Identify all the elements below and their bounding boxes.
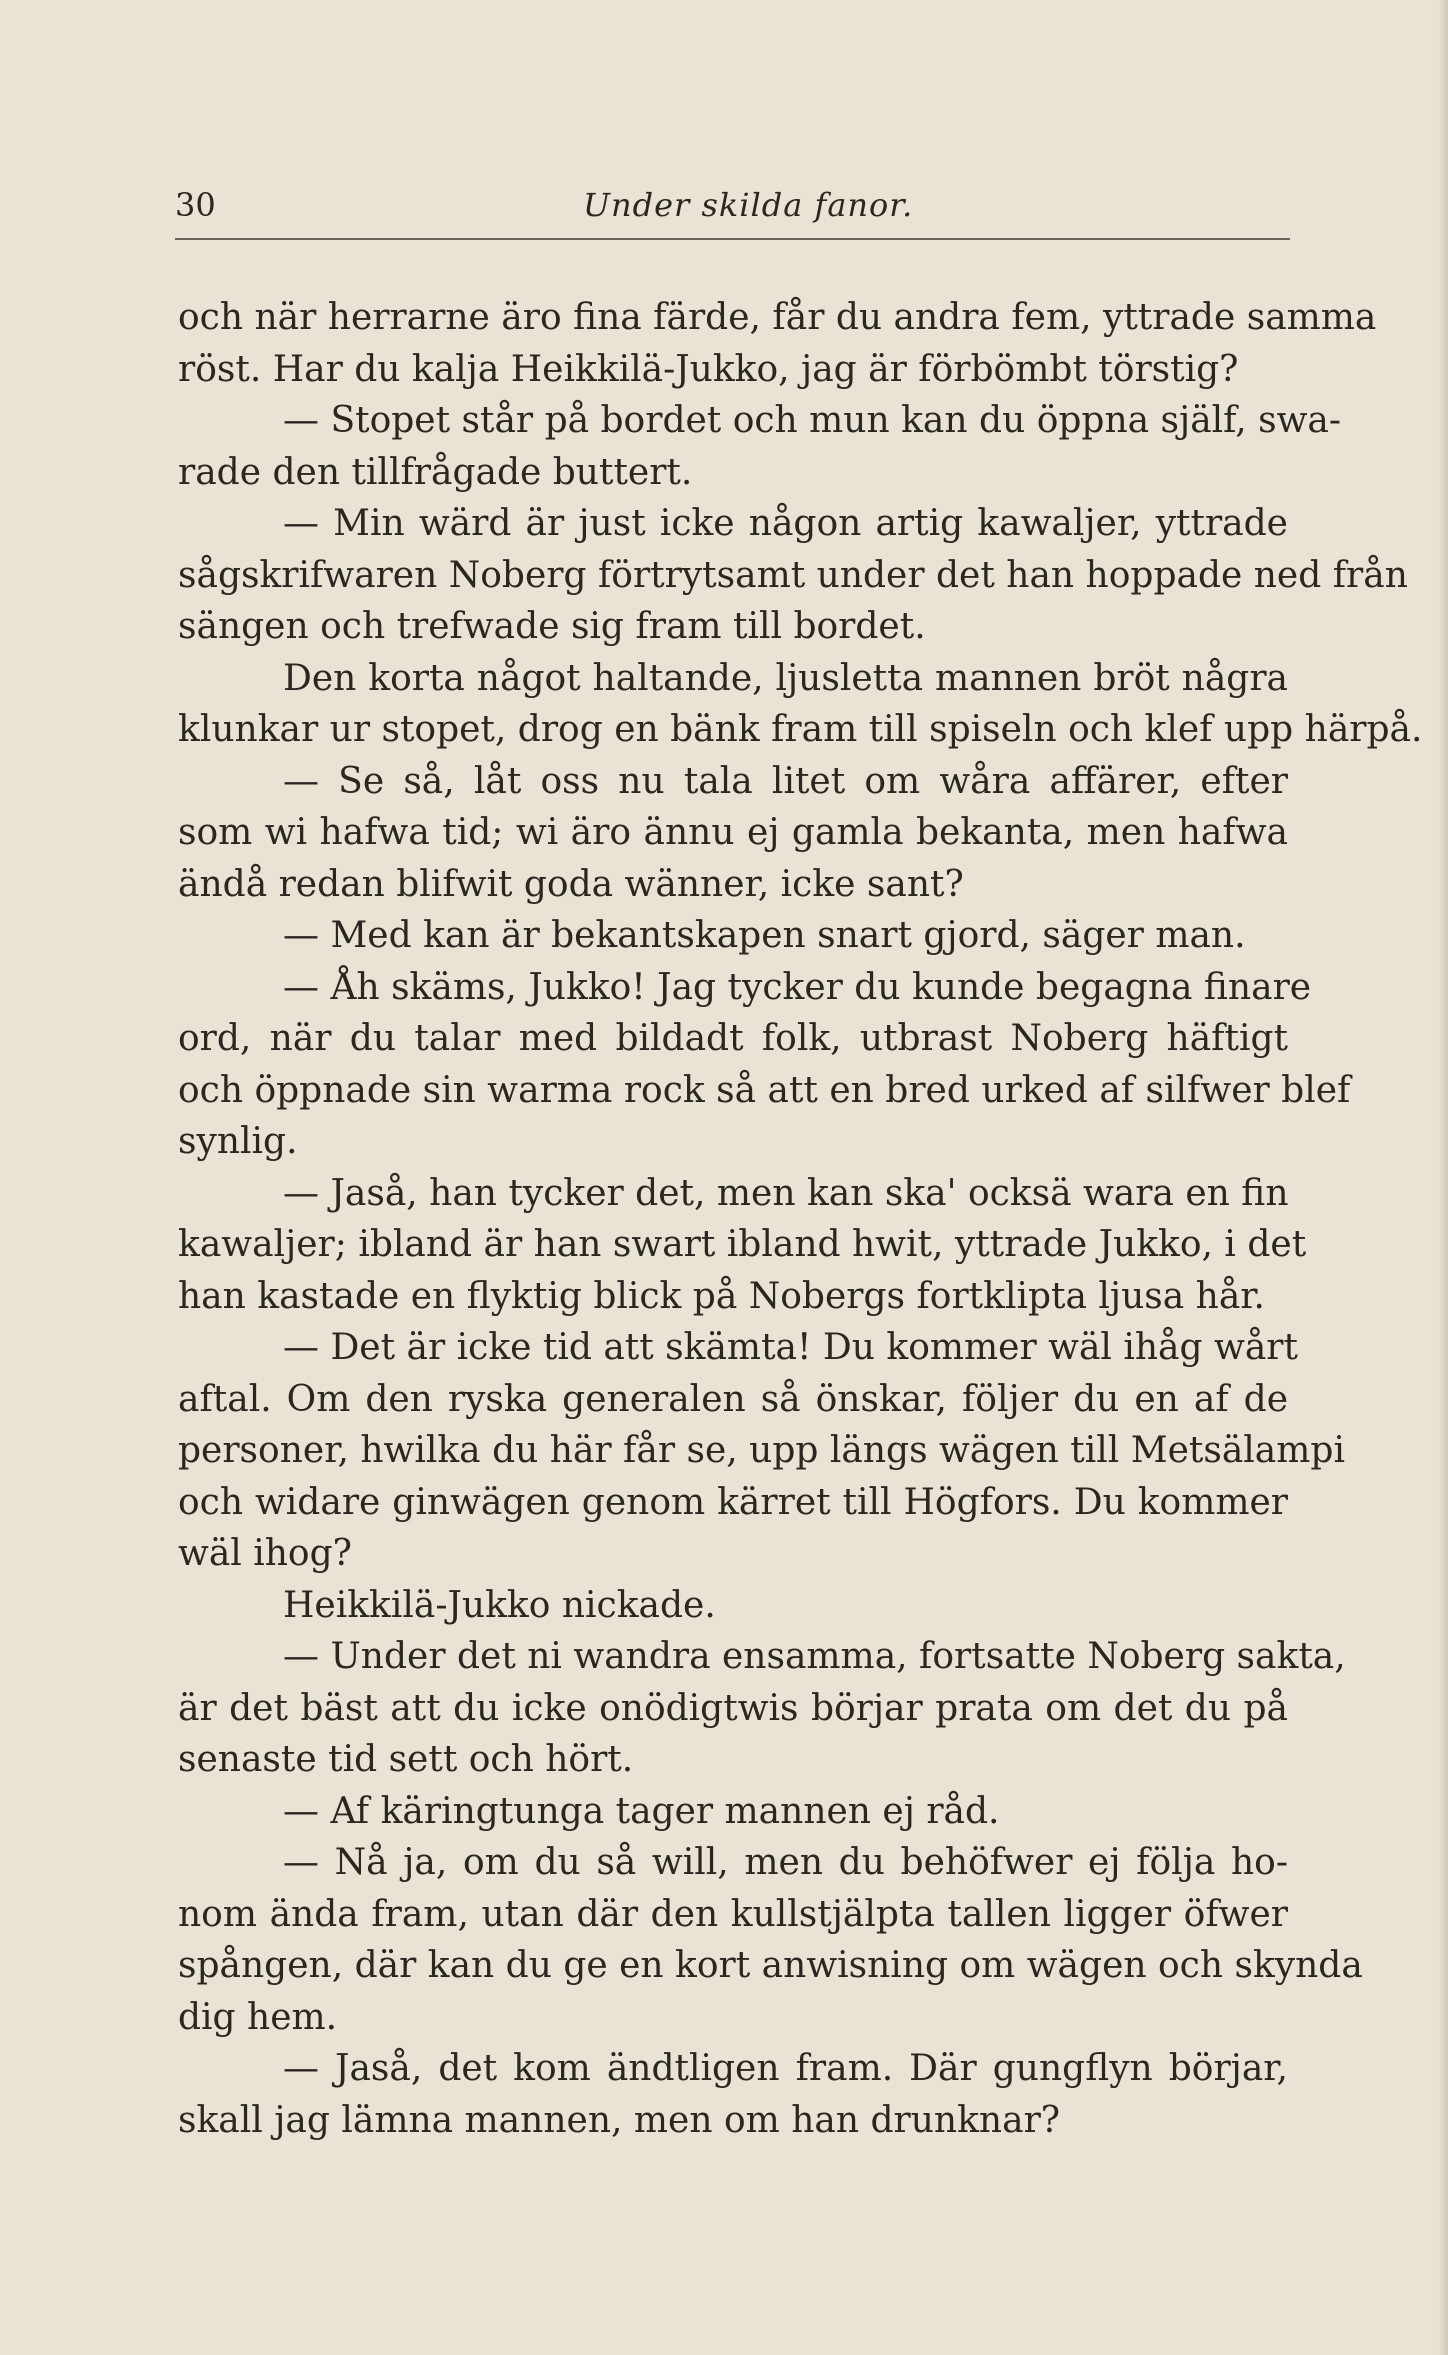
text-line: — Se så, låt oss nu tala litet om wåra affärer, efter [283,760,1288,802]
text-line: — Nå ja, om du så will, men du behöfwer ej följa ho- [283,1842,1288,1883]
text-line: — Det är icke tid att skämta! Du kommer wäl ihåg wårt [283,1327,1298,1368]
text-line: personer, hwilka du här får se, upp längs wägen till Metsälampi [178,1430,1345,1471]
text-line: Heikkilä-Jukko nickade. [283,1584,716,1626]
text-line: ord, när du talar med bildadt folk, utbrast Noberg häftigt [178,1018,1288,1059]
text-line: som wi hafwa tid; wi äro ännu ej gamla bekanta, men hafwa [178,812,1288,853]
page-edge-shadow [1438,0,1448,2355]
text-line: — Jaså, det kom ändtligen fram. Där gungflyn börjar, [283,2048,1288,2089]
text-line: skall jag lämna mannen, men om han drunknar? [178,2099,1061,2141]
text-line: — Stopet står på bordet och mun kan du öppna själf, swa- [283,400,1342,441]
text-line: wäl ihog? [178,1533,352,1574]
text-line: aftal. Om den ryska generalen så önskar, följer du en af de [178,1378,1288,1420]
text-line: klunkar ur stopet, drog en bänk fram till spiseln och klef upp härpå. [178,709,1423,750]
text-line: och öppnade sin warma rock så att en bred urked af silfwer blef [178,1069,1351,1111]
text-line: senaste tid sett och hört. [178,1739,634,1780]
text-line: synlig. [178,1121,298,1162]
body-text [178,292,1423,2146]
header-rule [175,238,1290,240]
running-title: Under skilda fanor. [583,186,914,224]
text-line: nom ända fram, utan där den kullstjälpta tallen ligger öfwer [178,1893,1288,1935]
text-line: ändå redan blifwit goda wänner, icke sant? [178,863,964,905]
text-line: — Åh skäms, Jukko! Jag tycker du kunde begagna finare [283,966,1312,1008]
text-line: Den korta något haltande, ljusletta mannen bröt några [283,657,1288,699]
page-number: 30 [175,186,216,224]
text-line: är det bäst att du icke onödigtwis börjar prata om det du på [178,1687,1288,1729]
text-line: spången, där kan du ge en kort anwisning om wägen och skynda [178,1945,1363,1986]
text-line: sågskrifwaren Noberg förtrytsamt under det han hoppade ned från [178,554,1408,596]
text-line: rade den tillfrågade buttert. [178,451,693,493]
text-line: sängen och trefwade sig fram till bordet. [178,606,926,647]
text-line: kawaljer; ibland är han swart ibland hwit, yttrade Jukko, i det [178,1224,1307,1265]
text-line: och widare ginwägen genom kärret till Högfors. Du kommer [178,1481,1288,1523]
text-line: röst. Har du kalja Heikkilä-Jukko, jag är förbömbt törstig? [178,348,1239,390]
text-line: — Af käringtunga tager mannen ej råd. [283,1790,1000,1832]
text-line: — Med kan är bekantskapen snart gjord, säger man. [283,915,1246,956]
text-line: — Under det ni wandra ensamma, fortsatte Noberg sakta, [283,1636,1346,1677]
text-line: — Jaså, han tycker det, men kan ska' ocksä wara en fin [283,1172,1289,1214]
page-header [175,186,1290,230]
text-line: han kastade en flyktig blick på Nobergs fortklipta ljusa hår. [178,1275,1265,1317]
text-line: och när herrarne äro fina färde, får du andra fem, yttrade samma [178,297,1377,338]
text-line: dig hem. [178,1996,338,2038]
text-line: — Min wärd är just icke någon artig kawaljer, yttrade [283,503,1288,544]
